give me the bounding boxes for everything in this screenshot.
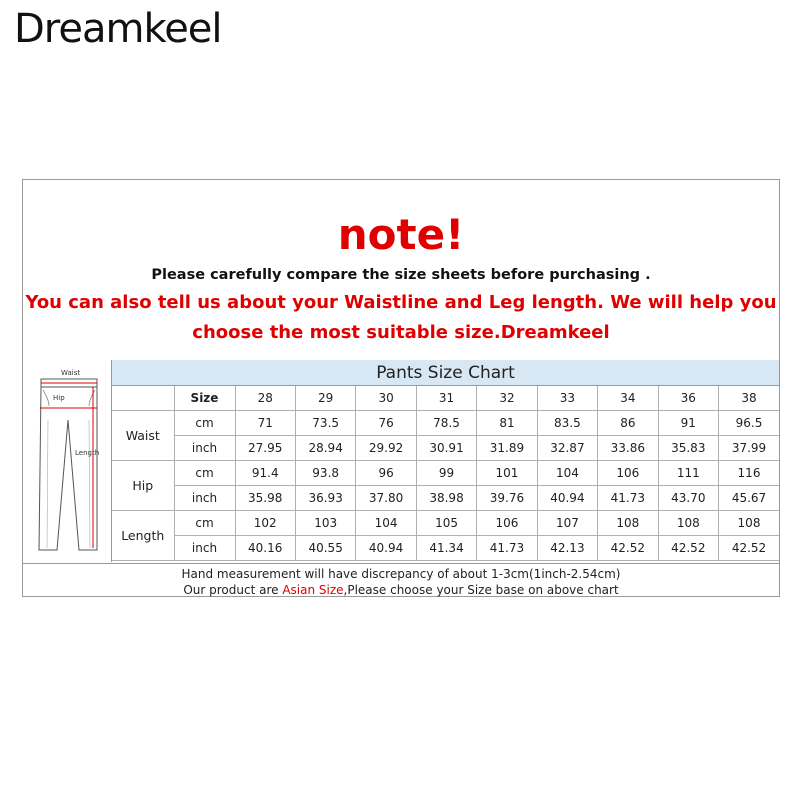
footer-asian-size-highlight: Asian Size	[282, 583, 344, 597]
table-row	[112, 536, 779, 561]
size-value-cell: 73.5	[295, 411, 355, 436]
size-value-cell: 42.13	[537, 536, 597, 561]
note-box	[23, 180, 779, 361]
size-value-cell: 42.52	[719, 536, 780, 561]
size-value-cell: 107	[537, 511, 597, 536]
table-row	[112, 486, 779, 511]
size-value-cell: 86	[598, 411, 658, 436]
size-value-cell: 29.92	[356, 436, 416, 461]
note-help-text	[23, 288, 779, 348]
size-col-header: 28	[235, 386, 295, 411]
unit-label: cm	[174, 411, 235, 436]
size-value-cell: 96.5	[719, 411, 780, 436]
size-value-cell: 108	[658, 511, 718, 536]
size-value-cell: 41.34	[416, 536, 476, 561]
footer-text-pre: Our product are	[183, 583, 283, 597]
measure-group-label: Waist	[112, 411, 174, 461]
size-value-cell: 35.98	[235, 486, 295, 511]
size-table	[112, 386, 779, 561]
measure-group-label: Hip	[112, 461, 174, 511]
size-value-cell: 38.98	[416, 486, 476, 511]
size-value-cell: 40.94	[356, 536, 416, 561]
size-value-cell: 31.89	[477, 436, 537, 461]
size-value-cell: 42.52	[598, 536, 658, 561]
size-value-cell: 42.52	[658, 536, 718, 561]
table-row	[112, 436, 779, 461]
diagram-length-label: Length	[75, 449, 100, 457]
note-help-line-1: You can also tell us about your Waistline and Leg length. We will help you	[25, 292, 777, 313]
unit-label: inch	[174, 486, 235, 511]
size-value-cell: 103	[295, 511, 355, 536]
unit-label: cm	[174, 511, 235, 536]
size-value-cell: 76	[356, 411, 416, 436]
note-title: note!	[337, 210, 465, 259]
size-header-row	[112, 386, 779, 411]
size-col-header: 31	[416, 386, 476, 411]
footer-notes	[23, 563, 779, 598]
size-value-cell: 111	[658, 461, 718, 486]
size-value-cell: 104	[537, 461, 597, 486]
size-value-cell: 91.4	[235, 461, 295, 486]
measure-group-label: Length	[112, 511, 174, 561]
table-row	[112, 411, 779, 436]
footer-text-post: ,Please choose your Size base on above chart	[343, 583, 619, 597]
size-value-cell: 108	[598, 511, 658, 536]
size-value-cell: 40.55	[295, 536, 355, 561]
pants-diagram	[23, 360, 112, 562]
footer-discrepancy: Hand measurement will have discrepancy of about 1-3cm(1inch-2.54cm)	[181, 567, 621, 581]
size-value-cell: 32.87	[537, 436, 597, 461]
size-col-header: 33	[537, 386, 597, 411]
size-value-cell: 96	[356, 461, 416, 486]
note-help-line-2: choose the most suitable size.Dreamkeel	[192, 322, 610, 343]
size-value-cell: 106	[598, 461, 658, 486]
size-col-header: 36	[658, 386, 718, 411]
size-col-header: 34	[598, 386, 658, 411]
size-value-cell: 41.73	[477, 536, 537, 561]
size-chart-card	[22, 179, 780, 597]
table-corner	[112, 386, 174, 411]
unit-label: inch	[174, 536, 235, 561]
unit-label: inch	[174, 436, 235, 461]
pants-outline-icon	[23, 360, 111, 562]
size-col-header: 30	[356, 386, 416, 411]
table-row	[112, 461, 779, 486]
size-value-cell: 78.5	[416, 411, 476, 436]
note-instruction: Please carefully compare the size sheets before purchasing .	[151, 267, 651, 283]
size-value-cell: 81	[477, 411, 537, 436]
size-value-cell: 36.93	[295, 486, 355, 511]
size-value-cell: 35.83	[658, 436, 718, 461]
size-value-cell: 93.8	[295, 461, 355, 486]
size-value-cell: 39.76	[477, 486, 537, 511]
size-value-cell: 104	[356, 511, 416, 536]
size-value-cell: 108	[719, 511, 780, 536]
brand-logo: Dreamkeel	[14, 6, 222, 52]
size-value-cell: 30.91	[416, 436, 476, 461]
diagram-hip-label: Hip	[53, 394, 65, 402]
size-value-cell: 102	[235, 511, 295, 536]
size-value-cell: 33.86	[598, 436, 658, 461]
size-value-cell: 37.99	[719, 436, 780, 461]
footer-asian-size	[23, 582, 779, 598]
size-value-cell: 40.16	[235, 536, 295, 561]
size-col-header: 32	[477, 386, 537, 411]
chart-title: Pants Size Chart	[112, 360, 779, 386]
size-value-cell: 99	[416, 461, 476, 486]
size-value-cell: 101	[477, 461, 537, 486]
size-col-header: 38	[719, 386, 780, 411]
size-value-cell: 27.95	[235, 436, 295, 461]
size-value-cell: 106	[477, 511, 537, 536]
size-value-cell: 91	[658, 411, 718, 436]
size-header-label: Size	[174, 386, 235, 411]
size-value-cell: 71	[235, 411, 295, 436]
size-value-cell: 105	[416, 511, 476, 536]
size-col-header: 29	[295, 386, 355, 411]
size-value-cell: 45.67	[719, 486, 780, 511]
size-value-cell: 83.5	[537, 411, 597, 436]
diagram-waist-label: Waist	[61, 369, 81, 377]
size-value-cell: 28.94	[295, 436, 355, 461]
table-row	[112, 511, 779, 536]
size-value-cell: 37.80	[356, 486, 416, 511]
size-value-cell: 41.73	[598, 486, 658, 511]
size-value-cell: 43.70	[658, 486, 718, 511]
size-value-cell: 116	[719, 461, 780, 486]
unit-label: cm	[174, 461, 235, 486]
size-value-cell: 40.94	[537, 486, 597, 511]
